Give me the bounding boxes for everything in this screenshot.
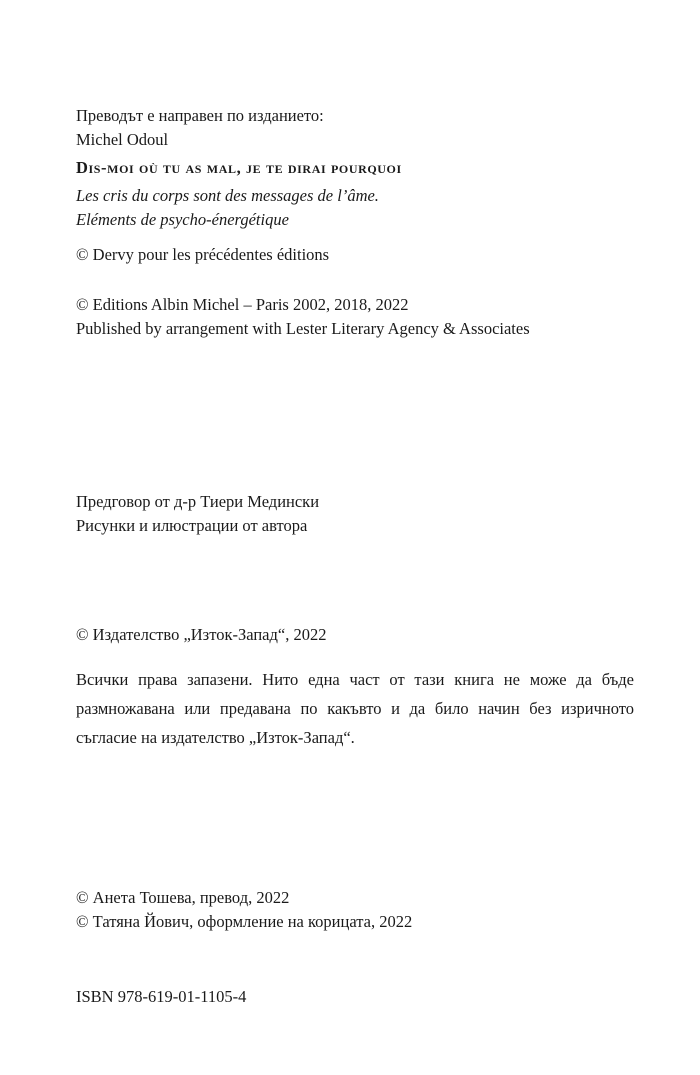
cover-design-copyright: © Татяна Йович, оформление на корицата, 2022 bbox=[76, 912, 413, 931]
rights-reserved-notice: Всички права запазени. Нито една част от тази книга не може да бъде размножавана или предавана по какъвто и да било начин без изричното съгласие на издателство „Изток-Запад“. bbox=[76, 670, 634, 747]
original-subtitle-1: Les cris du corps sont des messages de l’âme. bbox=[76, 186, 379, 205]
translator-copyright: © Анета Тошева, превод, 2022 bbox=[76, 888, 290, 907]
illustrations-credit: Рисунки и илюстрации от автора bbox=[76, 516, 308, 535]
original-title: Dis-moi où tu as mal, je te dirai pourquoi bbox=[76, 158, 402, 177]
publishing-arrangement: Published by arrangement with Lester Literary Agency & Associates bbox=[76, 319, 530, 338]
translation-source-intro: Преводът е направен по изданието: bbox=[76, 106, 324, 125]
foreword-credit: Предговор от д-р Тиери Медински bbox=[76, 492, 320, 511]
publisher-copyright: © Издателство „Изток-Запад“, 2022 bbox=[76, 625, 327, 644]
original-subtitle-2: Eléments de psycho-énergétique bbox=[76, 210, 289, 229]
copyright-page bbox=[76, 0, 636, 1075]
isbn: ISBN 978-619-01-1105-4 bbox=[76, 987, 247, 1006]
copyright-albin-michel: © Editions Albin Michel – Paris 2002, 2018, 2022 bbox=[76, 295, 409, 314]
copyright-dervy: © Dervy pour les précédentes éditions bbox=[76, 245, 330, 264]
original-author: Michel Odoul bbox=[76, 130, 169, 149]
